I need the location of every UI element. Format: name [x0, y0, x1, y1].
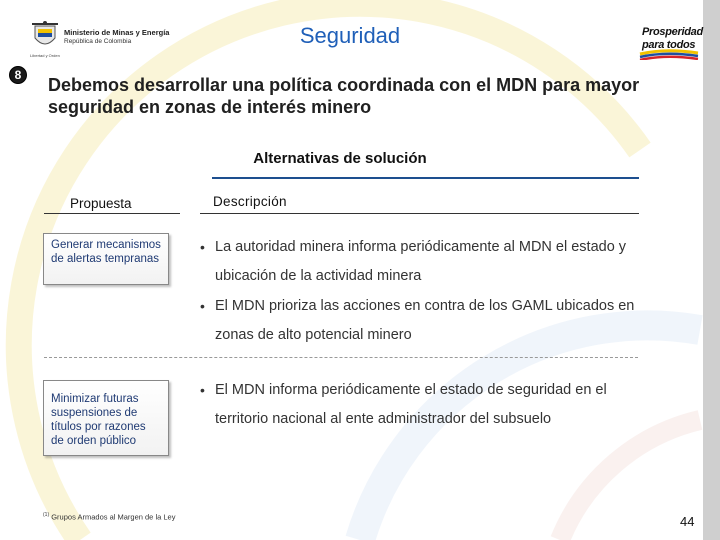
- logo-line-2: para todos: [642, 39, 696, 51]
- ministry-name: Ministerio de Minas y Energía: [64, 28, 170, 37]
- bullet-text: El MDN prioriza las acciones en contra de los GAML ubicados en zonas de alto potencial minero: [215, 298, 635, 343]
- title-rule: [212, 177, 639, 179]
- bullet-icon: •: [200, 298, 205, 314]
- coat-of-arms-icon: [30, 20, 60, 52]
- proposal-box: Minimizar futuras suspensiones de títulos por razones de orden público: [43, 380, 169, 456]
- bullet-text: La autoridad minera informa periódicamente al MDN el estado y ubicación de la actividad minera: [215, 239, 627, 284]
- ministry-logo: [30, 20, 170, 60]
- footnote: [43, 512, 175, 522]
- alternatives-title: Alternativas de solución: [253, 150, 427, 167]
- section-number: 8: [14, 68, 22, 82]
- column-header-description: Descripción: [213, 194, 287, 209]
- bullet-icon: •: [200, 239, 205, 255]
- row-separator: [44, 357, 638, 358]
- bullet-icon: •: [200, 382, 205, 398]
- ministry-motto: Libertad y Orden: [30, 53, 60, 58]
- footnote-text: Grupos Armados al Margen de la Ley: [51, 512, 176, 522]
- column-rule-description: [200, 213, 639, 214]
- page-number: 44: [680, 514, 695, 529]
- prosperidad-logo: [636, 20, 702, 60]
- ministry-subtitle: República de Colombia: [64, 38, 132, 45]
- column-header-proposal: Propuesta: [70, 196, 132, 211]
- slide-title: Seguridad: [299, 23, 401, 48]
- footnote-marker: (1): [43, 512, 50, 518]
- proposal-box: Generar mecanismos de alertas tempranas: [43, 233, 169, 285]
- section-number-badge: [9, 66, 27, 84]
- slide-subtitle: Debemos desarrollar una política coordinada con el MDN para mayor seguridad en zonas de interés minero: [48, 75, 640, 117]
- logo-line-1: Prosperidad: [642, 26, 703, 38]
- right-side-bar: [703, 0, 720, 540]
- bullet-text: El MDN informa periódicamente el estado de seguridad en el territorio nacional al ente administrador del subsuelo: [215, 382, 607, 427]
- column-rule-proposal: [44, 213, 180, 214]
